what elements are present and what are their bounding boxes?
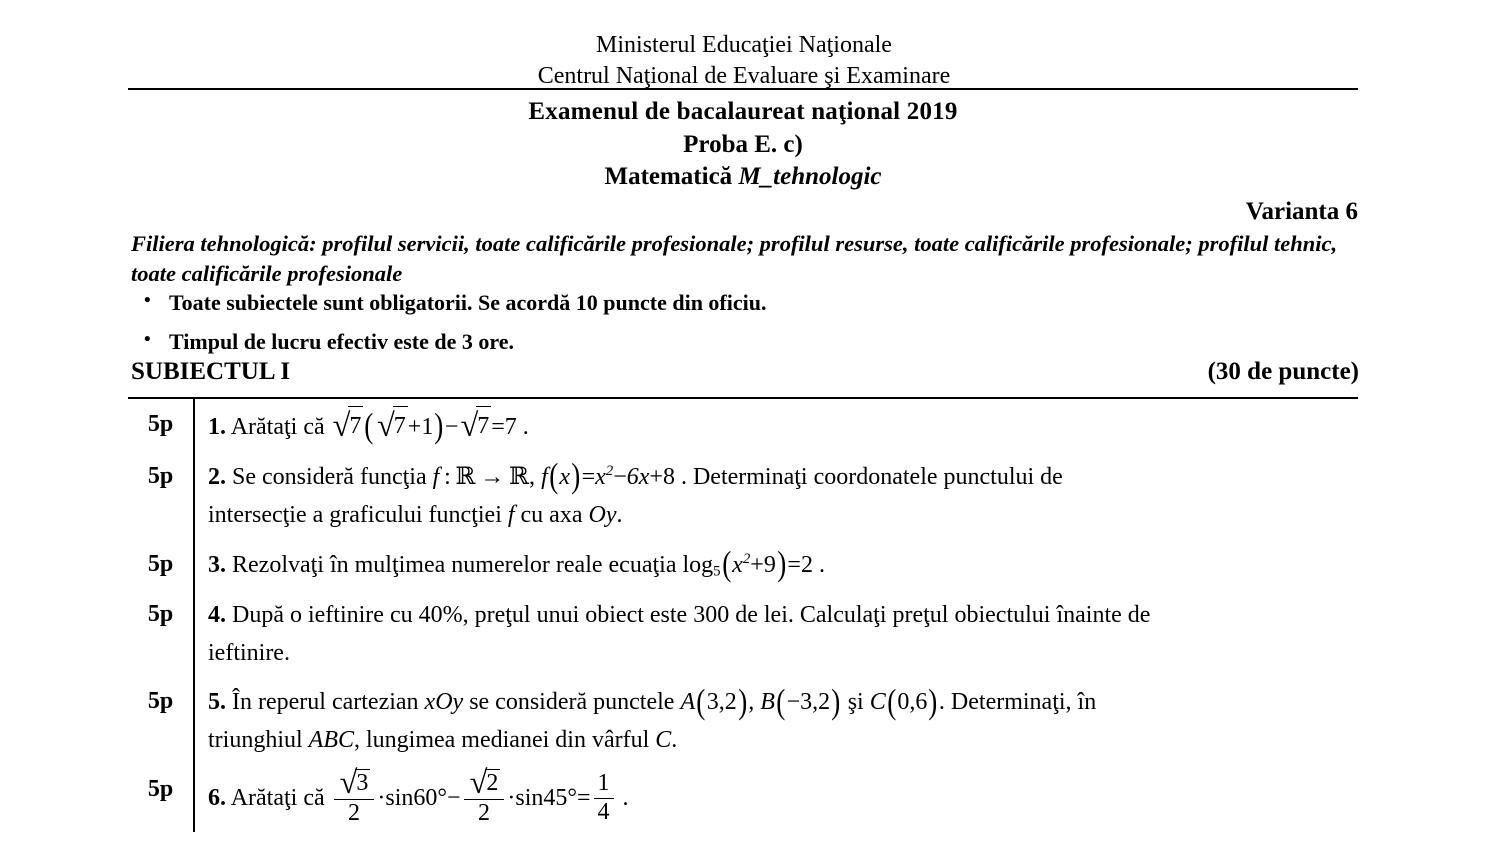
problem-line1-b: , preţul unui obiect este: [462, 601, 688, 628]
fx-label: f: [541, 463, 548, 490]
problem-lead: Rezolvaţi în mulţimea numerelor reale ecuaţia: [232, 551, 677, 578]
problem-statement: [195, 676, 1358, 764]
subject-variant: M_tehnologic: [738, 163, 882, 190]
subtrahend-radicand: 7: [476, 406, 491, 446]
section-points: (30 de puncte): [1207, 358, 1359, 385]
point-b: B(−3,2): [760, 681, 841, 721]
ministry-header: [0, 30, 1488, 92]
inner-addend: 1: [421, 414, 434, 440]
fraction-numerator: √3: [334, 770, 375, 799]
term-base: x: [595, 463, 606, 490]
problem-points: 5p: [147, 776, 174, 803]
point-a: A(3,2): [680, 681, 748, 721]
trig-identity: [331, 765, 623, 826]
function-name: f: [432, 463, 440, 490]
problem-5: [128, 676, 1358, 764]
problem-line2-a: triunghiul: [208, 727, 303, 754]
point-b-coords: −3,2: [786, 689, 831, 716]
point-c-name: C: [869, 689, 886, 716]
problem-4: [128, 589, 1358, 677]
problem-number: 3.: [208, 551, 226, 578]
ministry-line-1: Ministerul Educaţiei Naţionale: [596, 32, 892, 58]
problem-points: 5p: [147, 462, 174, 489]
problem-1: [128, 399, 1358, 451]
section-header: [131, 358, 1359, 386]
filiera-description: Filiera tehnologică: profilul servicii, toate calificările profesionale; profilul resurse, toate calificările profesionale; profilul tehnic, toate calificările profesionale: [131, 231, 1338, 286]
inner-radicand: 7: [393, 406, 408, 446]
bullet-icon: •: [144, 290, 151, 311]
problem-line1-a: După o ieftinire cu: [232, 601, 413, 628]
sin-function: sin: [515, 785, 544, 812]
problem-tail: . Determinaţi coordonatele punctului de: [680, 463, 1063, 490]
subject-label: Matematică: [604, 163, 739, 190]
problem-line2: ieftinire.: [208, 639, 290, 666]
problem-number: 2.: [208, 463, 226, 490]
point-c: C(0,6): [869, 681, 938, 721]
problem-line1-c: de lei. Calculaţi preţul obiectului înainte de: [735, 601, 1151, 628]
problem-statement: [195, 764, 1358, 831]
problem-points: 5p: [147, 600, 174, 627]
fx-variable: x: [559, 463, 570, 490]
function-symbol: f: [507, 501, 515, 528]
equals-sign: =: [787, 551, 801, 578]
problem-3: [128, 539, 1358, 589]
list-item: [131, 327, 1359, 357]
problem-statement: [195, 539, 1358, 589]
minus-sign: −: [447, 785, 461, 812]
problem-number: 4.: [208, 601, 226, 628]
coordinate-plane-label: xOy: [424, 689, 464, 716]
problem-points: 5p: [147, 411, 174, 437]
problem-lead: Arătaţi că: [230, 785, 325, 812]
result-value: 7: [504, 414, 517, 440]
problem-statement: [195, 399, 1358, 451]
ministry-line-2: Centrul Naţional de Evaluare şi Examinare: [537, 63, 951, 90]
problem-line2-pre: intersecţie a graficului funcţiei: [208, 501, 502, 528]
period: .: [622, 785, 629, 812]
problem-points: 5p: [147, 550, 174, 577]
instructions-list: [131, 288, 1359, 365]
bullet-icon: •: [144, 328, 151, 350]
problem-lead: Arătaţi că: [230, 414, 325, 440]
amount-value: 300: [693, 601, 730, 628]
term-exponent: 2: [605, 462, 614, 479]
problem-number: 1.: [208, 414, 226, 440]
instruction-text: Toate subiectele sunt obligatorii. Se acordă 10 puncte din oficiu.: [169, 290, 767, 315]
function-formula: $f(x)=x^2-6x+8$: [541, 456, 675, 496]
function-definition: f : ℝ → ℝ,: [432, 463, 536, 490]
arg-variable: x: [732, 551, 743, 578]
problem-2: [128, 451, 1358, 539]
multiplication-dot: ·: [377, 785, 386, 812]
problem-line1-c: . Determinaţi, în: [938, 689, 1097, 716]
comma: ,: [748, 689, 755, 716]
title-block: [128, 96, 1358, 194]
problem-line2-mid: cu axa: [520, 501, 583, 528]
vertex-label: C: [655, 727, 672, 754]
problem-list: [128, 399, 1358, 832]
result-value: 2: [800, 551, 813, 578]
fraction-denominator: 2: [477, 799, 490, 826]
log-base: 5: [713, 562, 721, 579]
problem-number: 6.: [208, 785, 226, 812]
log-name: log: [682, 551, 714, 578]
problem-points: 5p: [147, 688, 174, 715]
period: .: [616, 501, 623, 528]
problem-line1-a: În reperul cartezian: [232, 689, 419, 716]
point-a-name: A: [680, 689, 696, 716]
point-c-coords: 0,6: [897, 689, 928, 716]
exam-proba: Proba E. c): [683, 130, 803, 158]
problem-number: 5.: [208, 689, 226, 716]
conjunction: şi: [847, 689, 864, 716]
problem-line2-b: , lungimea medianei din vârful: [354, 727, 650, 754]
arg-exponent: 2: [742, 550, 751, 567]
minus-sign: −: [613, 463, 627, 490]
plus-sign: +: [649, 463, 663, 490]
period: .: [818, 551, 825, 578]
result-fraction: [594, 771, 614, 824]
multiplication-dot: ·: [507, 785, 516, 812]
problem-lead: Se consideră funcţia: [232, 463, 427, 490]
angle-1: 60°: [413, 785, 448, 812]
point-b-name: B: [760, 689, 775, 716]
radicand: 3: [356, 769, 369, 796]
problem-line1-b: se consideră punctele: [469, 689, 675, 716]
percent-value: 40%: [418, 601, 463, 628]
radicand: 7: [348, 406, 363, 446]
arg-constant: 9: [763, 551, 776, 578]
term-2: 6x: [626, 463, 650, 490]
section-title: SUBIECTUL I: [131, 358, 291, 385]
axis-label: Oy: [588, 501, 617, 528]
codomain-set: ℝ,: [509, 463, 536, 490]
angle-2: 45°: [543, 785, 577, 812]
period: .: [522, 414, 529, 440]
instruction-text: Timpul de lucru efectiv este de 3 ore.: [169, 328, 515, 354]
fraction-denominator: 4: [597, 798, 610, 825]
sin-function: sin: [385, 785, 414, 812]
triangle-label: ABC: [308, 727, 354, 754]
math-expression: √7( √7+1)−√7=7: [332, 406, 517, 446]
fraction-denominator: 2: [348, 799, 361, 826]
equals-sign: =: [576, 785, 591, 812]
term-3: 8: [662, 463, 675, 490]
problem-statement: [195, 451, 1358, 539]
fraction-1: [334, 765, 375, 826]
fraction-numerator: 1: [594, 771, 614, 798]
fraction-numerator: √2: [464, 770, 505, 799]
log-equation: $\log_5(x^2+9)=2$: [682, 544, 813, 584]
exam-title: Examenul de bacalaureat naţional 2019: [528, 98, 958, 125]
problem-statement: [195, 589, 1358, 677]
period: .: [671, 727, 678, 754]
list-item: [131, 288, 1359, 318]
exam-subject: [128, 161, 1358, 194]
point-a-coords: 3,2: [706, 689, 737, 716]
domain-set: ℝ: [455, 463, 476, 490]
variant-number: Varianta 6: [1245, 198, 1358, 225]
problem-6: [128, 764, 1358, 831]
plus-sign: +: [750, 551, 764, 578]
fraction-2: [464, 765, 505, 826]
radicand: 2: [486, 769, 499, 796]
header-divider-rule: [128, 88, 1358, 90]
